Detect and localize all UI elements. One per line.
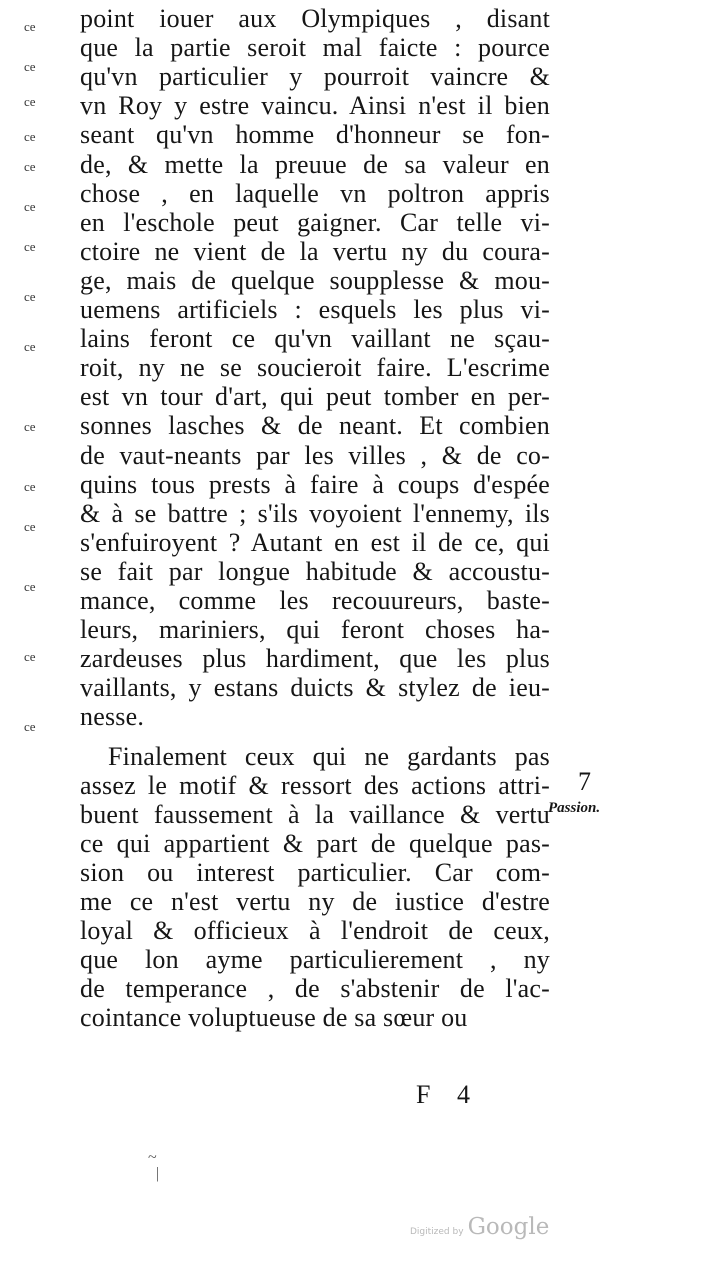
watermark-prefix: Digitized by [410,1227,464,1237]
text-line: leurs, mariniers, qui feront choses ha- [80,615,550,645]
text-line: cointance voluptueuse de sa sœur ou [80,1003,468,1033]
gutter-mark: ce [24,419,36,434]
gutter-mark: ce [24,649,36,664]
text-line: Finalement ceux qui ne gardants pas [108,741,550,771]
text-line: & à se battre ; s'ils voyoient l'ennemy, ils [80,498,550,528]
text-line: ctoire ne vient de la vertu ny du coura- [80,236,550,266]
text-line: s'enfuiroyent ? Autant en est il de ce, qui [80,527,550,557]
gutter-mark: ce [24,519,36,534]
text-line: ce qui appartient & part de quelque pas- [80,828,550,858]
signature-mark: F 4 [416,1080,480,1109]
text-line: que la partie seroit mal faicte : pource [80,33,550,63]
text-line: uemens artificiels : esquels les plus vi- [80,295,550,324]
text-line: quins tous prests à faire à coups d'espée [80,469,550,499]
text-line: ge, mais de quelque soupplesse & mou- [80,265,550,295]
text-line: en l'eschole peut gaigner. Car telle vi- [80,207,550,237]
text-line: de vaut-neants par les villes , & de co- [80,440,550,470]
text-line: qu'vn particulier y pourroit vaincre & [80,62,550,92]
text-line: de, & mette la preuue de sa valeur en [80,149,550,179]
text-line: que lon ayme particulierement , ny [80,945,550,975]
text-line: sonnes lasches & de neant. Et combien [80,411,550,441]
text-line: assez le motif & ressort des actions attri- [80,770,550,800]
text-line: nesse. [80,702,145,732]
text-line: seant qu'vn homme d'honneur se fon- [80,120,550,150]
gutter-mark: ce [24,199,36,214]
ink-mark: | [156,1165,160,1182]
gutter-mark: ce [24,94,36,109]
gutter-mark: ce [24,129,36,144]
text-line: buent faussement à la vaillance & vertu [80,799,550,829]
gutter-mark: ce [24,289,36,304]
ink-mark: ~ [148,1149,157,1166]
gutter-mark: ce [24,579,36,594]
text-line: vaillants, y estans duicts & stylez de ieu- [80,673,550,703]
text-line: vn Roy y estre vaincu. Ainsi n'est il bien [80,91,550,121]
text-line: me ce n'est vertu ny de iustice d'estre [80,887,550,916]
text-line: loyal & officieux à l'endroit de ceux, [80,916,550,946]
text-line: est vn tour d'art, qui peut tomber en per- [80,382,550,412]
text-line: chose , en laquelle vn poltron appris [80,178,550,208]
google-watermark [410,1214,549,1240]
text-line: de temperance , de s'abstenir de l'ac- [80,974,550,1004]
gutter-mark: ce [24,19,36,34]
text-line: zardeuses plus hardiment, que les plus [80,644,550,674]
gutter-mark: ce [24,239,36,254]
text-line: se fait par longue habitude & accoustu- [80,556,550,586]
gutter-mark: ce [24,479,36,494]
text-line: point iouer aux Olympiques , disant [80,4,550,33]
gutter-mark: ce [24,159,36,174]
margin-number: 7 [578,767,591,796]
gutter-mark: ce [24,719,36,734]
watermark-brand: Google [467,1214,550,1240]
text-line: lains feront ce qu'vn vaillant ne sçau- [80,324,550,354]
gutter-mark: ce [24,339,36,354]
margin-note: Passion. [548,800,601,816]
text-line: roit, ny ne se soucieroit faire. L'escrime [80,353,550,383]
text-line: mance, comme les recouureurs, baste- [80,586,550,615]
gutter-mark: ce [24,59,36,74]
text-line: sion ou interest particulier. Car com- [80,857,550,887]
